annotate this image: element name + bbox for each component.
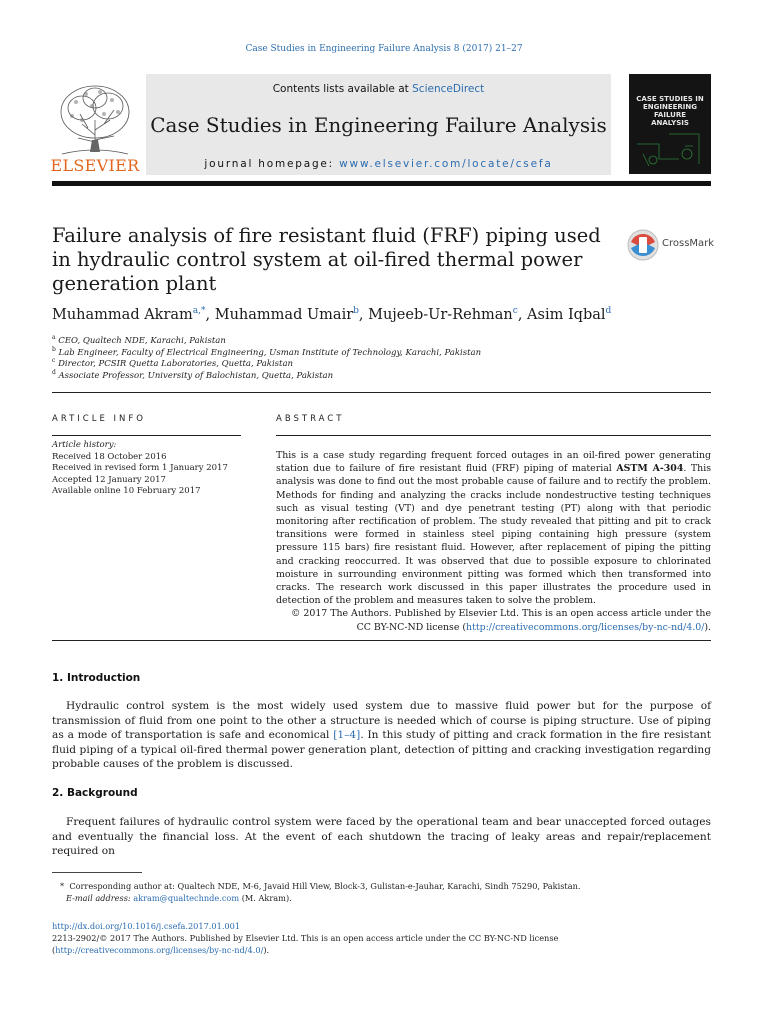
homepage-link[interactable]: www.elsevier.com/locate/csefa bbox=[339, 158, 553, 170]
article-title: Failure analysis of fire resistant fluid (FRF) piping used in hydraulic control system at oil-fired thermal power generation plant bbox=[52, 224, 601, 295]
history-label: Article history: bbox=[52, 440, 117, 450]
issn-license-link[interactable]: http://creativecommons.org/licenses/by-nc-nd/4.0/ bbox=[55, 944, 264, 955]
affiliation-text: Lab Engineer, Faculty of Electrical Engineering, Usman Institute of Technology, Karachi, Pakistan bbox=[58, 347, 482, 358]
footnote-mark: * bbox=[60, 881, 65, 891]
journal-title: Case Studies in Engineering Failure Analysis bbox=[150, 113, 607, 137]
issn-suffix: ). bbox=[263, 944, 270, 955]
author-sup[interactable]: a,* bbox=[192, 306, 206, 316]
affiliation-rule bbox=[52, 392, 711, 393]
header-rule bbox=[52, 181, 711, 186]
background-paragraph: Frequent failures of hydraulic control system were faced by the operational team and bear unaccepted forced outages and eventually the financial loss. At the event of each shutdown the tracing of leaky areas and repair/replacement required on bbox=[52, 816, 711, 858]
affiliation-c bbox=[52, 357, 712, 369]
author-name: Muhammad Umair bbox=[214, 306, 354, 323]
author-name: Asim Iqbal bbox=[527, 306, 606, 323]
contents-prefix: Contents lists available at bbox=[272, 83, 413, 95]
article-info-rule bbox=[52, 435, 241, 436]
affiliation-sup: b bbox=[52, 346, 56, 353]
copyright-text: © 2017 The Authors. Published by Elsevier Ltd. This is an open access article under the CC BY-NC-ND license ( bbox=[291, 608, 711, 633]
sciencedirect-link[interactable]: ScienceDirect bbox=[412, 83, 485, 95]
history-item: Available online 10 February 2017 bbox=[52, 486, 201, 497]
intro-paragraph bbox=[52, 699, 711, 772]
affiliation-d bbox=[52, 369, 712, 381]
elsevier-wordmark: ELSEVIER bbox=[50, 156, 140, 175]
article-info-label: ARTICLE INFO bbox=[52, 414, 146, 424]
corresponding-footnote bbox=[52, 881, 712, 893]
intro-text: . In this study of pitting and crack formation in the fire resistant fluid piping of a typical oil-fired thermal power generation plant, detection of pitting and cracking investigation regarding probable causes of the problem is discussed. bbox=[52, 729, 711, 771]
affiliation-sup: d bbox=[52, 369, 56, 376]
affiliation-text: Director, PCSIR Quetta Laboratories, Quetta, Pakistan bbox=[58, 358, 293, 369]
author-sup[interactable]: b bbox=[353, 306, 359, 316]
background-heading: 2. Background bbox=[52, 787, 138, 799]
crossmark-button[interactable] bbox=[626, 228, 714, 262]
reference-link[interactable]: [1–4] bbox=[333, 729, 361, 742]
abstract-bottom-rule bbox=[52, 640, 711, 641]
author-name: Mujeeb-Ur-Rehman bbox=[368, 306, 513, 323]
email-label: E-mail address: bbox=[66, 893, 134, 903]
abstract-label: ABSTRACT bbox=[276, 414, 345, 424]
affiliation-sup: a bbox=[52, 334, 56, 341]
email-footnote bbox=[52, 893, 726, 905]
issn-text: 2213-2902/© 2017 The Authors. Published by Elsevier Ltd. This is an open access article under the CC BY-NC-ND license ( bbox=[52, 933, 559, 955]
footnote-text: Corresponding author at: Qualtech NDE, M-6, Javaid Hill View, Block-3, Gulistan-e-Jauhar, Karachi, Sindh 75290, Pakistan. bbox=[69, 881, 581, 891]
email-link[interactable]: akram@qualtechnde.com bbox=[133, 893, 240, 903]
abstract-material: ASTM A-304 bbox=[616, 463, 684, 475]
article-history bbox=[52, 440, 242, 498]
homepage-prefix: journal homepage: bbox=[204, 158, 340, 170]
affiliation-a bbox=[52, 334, 712, 346]
history-item: Received 18 October 2016 bbox=[52, 451, 167, 462]
email-suffix: (M. Akram). bbox=[239, 893, 292, 903]
abstract-text: . This analysis was done to find out the most probable cause of failure and to rectify the problem. Methods for finding and analyzing the cracks include nondestructive testing techniques such as visual testing (VT) and dye penetrant testing (PT) along with that periodic monitoring after rectification of problem. The study revealed that pitting and pit to crack transitions were formed in stainless steel piping containing high pressure (system pressure 115 bars) fire resistant fluid. However, after replacement of piping the pitting and cracking reoccurred. It was observed that due to possible exposure to chlorinated moisture in surrounding environment pitting was formed which then transformed into cracks. The research work discussed in this paper illustrates the procedure used in detection of the problem and measures taken to solve the problem. bbox=[276, 463, 712, 607]
author-sup[interactable]: c bbox=[512, 306, 518, 316]
license-link[interactable]: http://creativecommons.org/licenses/by-nc-nd/4.0/ bbox=[466, 621, 705, 633]
cover-title: CASE STUDIES IN ENGINEERING FAILURE ANALYSIS bbox=[636, 95, 704, 127]
doi-link[interactable]: http://dx.doi.org/10.1016/j.csefa.2017.01.001 bbox=[52, 921, 241, 931]
journal-citation[interactable]: Case Studies in Engineering Failure Analysis 8 (2017) 21–27 bbox=[245, 44, 523, 54]
author-list: Muhammad Akram$^{a,*}$, Muhammad Umair$^b$, Mujeeb-Ur-Rehman$^c$, Asim Iqbal$^d$ bbox=[52, 306, 612, 323]
abstract-rule bbox=[276, 435, 711, 436]
author-sup[interactable]: d bbox=[605, 306, 612, 316]
history-item: Received in revised form 1 January 2017 bbox=[52, 463, 228, 474]
crossmark-label: CrossMark bbox=[662, 238, 715, 249]
journal-homepage bbox=[146, 158, 611, 170]
contents-availability bbox=[146, 83, 611, 95]
author-name: Muhammad Akram bbox=[52, 306, 193, 323]
history-item: Accepted 12 January 2017 bbox=[52, 474, 166, 485]
crossmark-icon bbox=[626, 228, 660, 262]
affiliation-text: Associate Professor, University of Balochistan, Quetta, Pakistan bbox=[58, 370, 334, 381]
intro-text: Hydraulic control system is the most widely used system due to massive fluid power but for the purpose of transmission of fluid from one point to the other a structure is needed which of course is piping structure. Use of piping as a mode of transportation is safe and economical bbox=[52, 700, 711, 742]
footnote-rule bbox=[52, 872, 142, 873]
copyright-suffix: ). bbox=[704, 621, 711, 633]
doi-line bbox=[52, 921, 712, 933]
abstract-text: This is a case study regarding frequent forced outages in an oil-fired power generating station due to failure of fire resistant fluid (FRF) piping of material bbox=[276, 450, 711, 475]
affiliation-sup: c bbox=[52, 357, 56, 364]
abstract-body bbox=[276, 449, 711, 634]
abstract-copyright bbox=[276, 607, 711, 633]
issn-line bbox=[52, 933, 712, 956]
affiliation-text: CEO, Qualtech NDE, Karachi, Pakistan bbox=[58, 335, 226, 346]
intro-heading: 1. Introduction bbox=[52, 672, 141, 684]
